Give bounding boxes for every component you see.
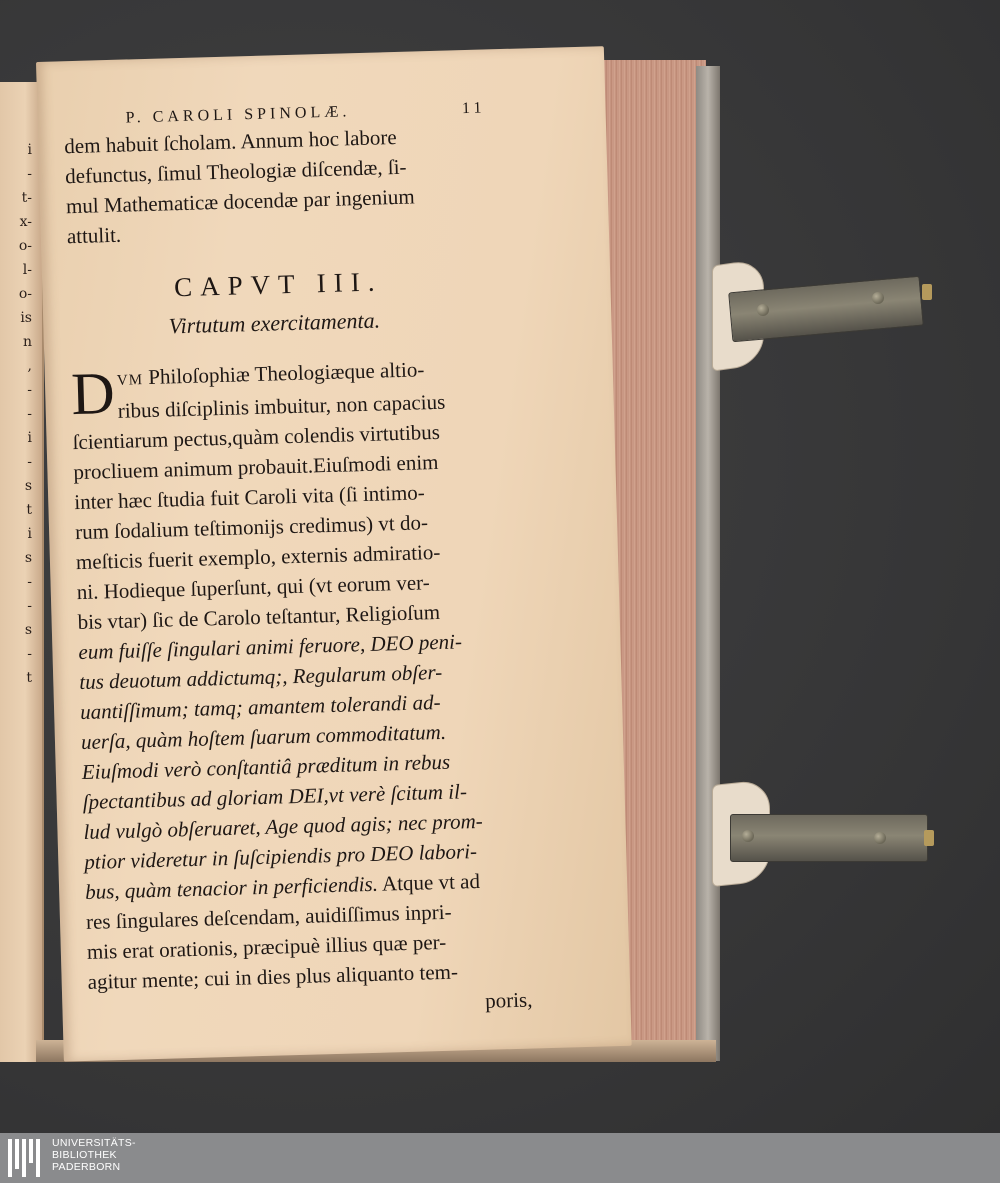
clasp-rivet — [874, 832, 886, 844]
body-line: agitur mente; cui in dies plus aliquanto tem- — [87, 959, 459, 994]
left-margin-fragment: , — [27, 358, 32, 374]
opening-line: dem habuit ſcholam. Annum hoc labore — [64, 124, 397, 159]
left-margin-fragment: i — [27, 430, 32, 446]
left-margin-fragment: i — [27, 142, 32, 158]
body-paragraph — [70, 352, 538, 1027]
italic-line: uantiſſimum; tamq; amantem tolerandi ad- — [79, 689, 441, 725]
book-clasp-lower — [712, 782, 942, 892]
body-line: bis vtar) ſic de Carolo teſtantur, Religioſum — [77, 599, 441, 635]
body-line: meſticis fuerit exemplo, externis admiratio- — [75, 539, 441, 575]
left-page-fragment — [0, 82, 44, 1062]
left-margin-fragment: s — [24, 550, 32, 566]
body-line: mis erat orationis, præcipuè illius quæ per- — [86, 929, 447, 964]
left-page-margin-text — [2, 142, 32, 694]
left-margin-fragment: - — [27, 598, 32, 614]
italic-line: Eiuſmodi verò conſtantiâ præditum in rebus — [81, 749, 451, 784]
left-margin-fragment: l- — [22, 262, 32, 278]
catchword: poris, — [484, 987, 533, 1013]
left-margin-fragment: s — [24, 622, 32, 638]
book-page — [36, 46, 632, 1061]
library-footer-bar — [0, 1133, 1000, 1183]
left-margin-fragment: o- — [18, 286, 32, 302]
left-margin-fragment: - — [27, 406, 32, 422]
logo-line: BIBLIOTHEK — [52, 1149, 117, 1161]
left-margin-fragment: t- — [21, 190, 32, 206]
italic-line: tus deuotum addictumq;, Regularum obſer- — [78, 659, 443, 695]
italic-line: uerſa, quàm hoſtem ſuarum commoditatum. — [80, 719, 447, 755]
body-line: inter hæc ſtudia fuit Caroli vita (ſi intimo- — [73, 480, 426, 515]
opening-line: defunctus, ſimul Theologiæ diſcendæ, ſi- — [64, 154, 407, 189]
logo-line: PADERBORN — [52, 1161, 121, 1173]
book-cover-edge — [696, 66, 720, 1061]
smallcaps-text: VM — [116, 372, 144, 389]
clasp-rivet — [742, 830, 754, 842]
library-logo-text — [52, 1137, 136, 1173]
left-margin-fragment: t — [26, 670, 32, 686]
running-head-title: P. CAROLI SPINOLÆ. — [125, 103, 351, 127]
italic-line: lud vulgò obſeruaret, Age quod agis; nec prom- — [83, 808, 484, 844]
body-line: ribus diſciplinis imbuitur, non capacius — [117, 389, 446, 423]
body-line: rum ſodalium teſtimonijs credimus) vt do- — [74, 510, 429, 545]
opening-line: attulit. — [66, 222, 122, 249]
italic-line: ptior videretur in ſuſcipiendis pro DEO labori- — [84, 839, 478, 874]
body-line: procliuem animum probauit.Eiuſmodi enim — [73, 449, 439, 485]
left-margin-fragment: s — [24, 478, 32, 494]
left-margin-fragment: t — [26, 502, 32, 518]
body-line: res ſingulares deſcendam, auidiſſimus inpri- — [85, 899, 452, 934]
opening-line: mul Mathematicæ docendæ par ingenium — [65, 184, 416, 219]
left-margin-fragment: - — [27, 166, 32, 182]
clasp-rivet — [872, 292, 884, 304]
left-margin-fragment: x- — [19, 214, 32, 230]
body-line: ſcientiarum pectus,quàm colendis virtutibus — [72, 419, 441, 455]
left-margin-fragment: o- — [18, 238, 32, 254]
page-text — [63, 99, 538, 1027]
left-margin-fragment: - — [27, 646, 32, 662]
left-margin-fragment: n — [22, 334, 32, 350]
library-logo-icon — [8, 1139, 48, 1177]
left-margin-fragment: - — [27, 382, 32, 398]
clasp-rivet — [757, 304, 769, 316]
body-line: ni. Hodieque ſuperſunt, qui (vt eorum ver- — [76, 570, 431, 605]
body-line-text: Philoſophiæ Theologiæque altio- — [142, 357, 425, 390]
clasp-metal-strap — [730, 814, 928, 862]
chapter-subtitle: Virtutum exercitamenta. — [168, 307, 381, 339]
body-line-text: Atque vt ad — [377, 868, 481, 896]
chapter-heading: CAPVT III. — [173, 266, 383, 303]
logo-line: UNIVERSITÄTS- — [52, 1137, 136, 1149]
left-margin-fragment: is — [20, 310, 32, 326]
clasp-tip — [922, 284, 932, 300]
clasp-tip — [924, 830, 934, 846]
left-margin-fragment: i — [27, 526, 32, 542]
italic-line: ſpectantibus ad gloriam DEI,vt verè ſcitum il- — [82, 779, 468, 814]
drop-cap: D — [70, 359, 116, 428]
book-clasp-upper — [712, 262, 942, 372]
left-margin-fragment: - — [27, 574, 32, 590]
page-number: 11 — [461, 99, 486, 118]
left-margin-fragment: - — [27, 454, 32, 470]
italic-line: eum fuiſſe ſingulari animi feruore, DEO peni- — [78, 629, 463, 665]
italic-text: bus, quàm tenacior in perficiendis. — [84, 871, 379, 904]
